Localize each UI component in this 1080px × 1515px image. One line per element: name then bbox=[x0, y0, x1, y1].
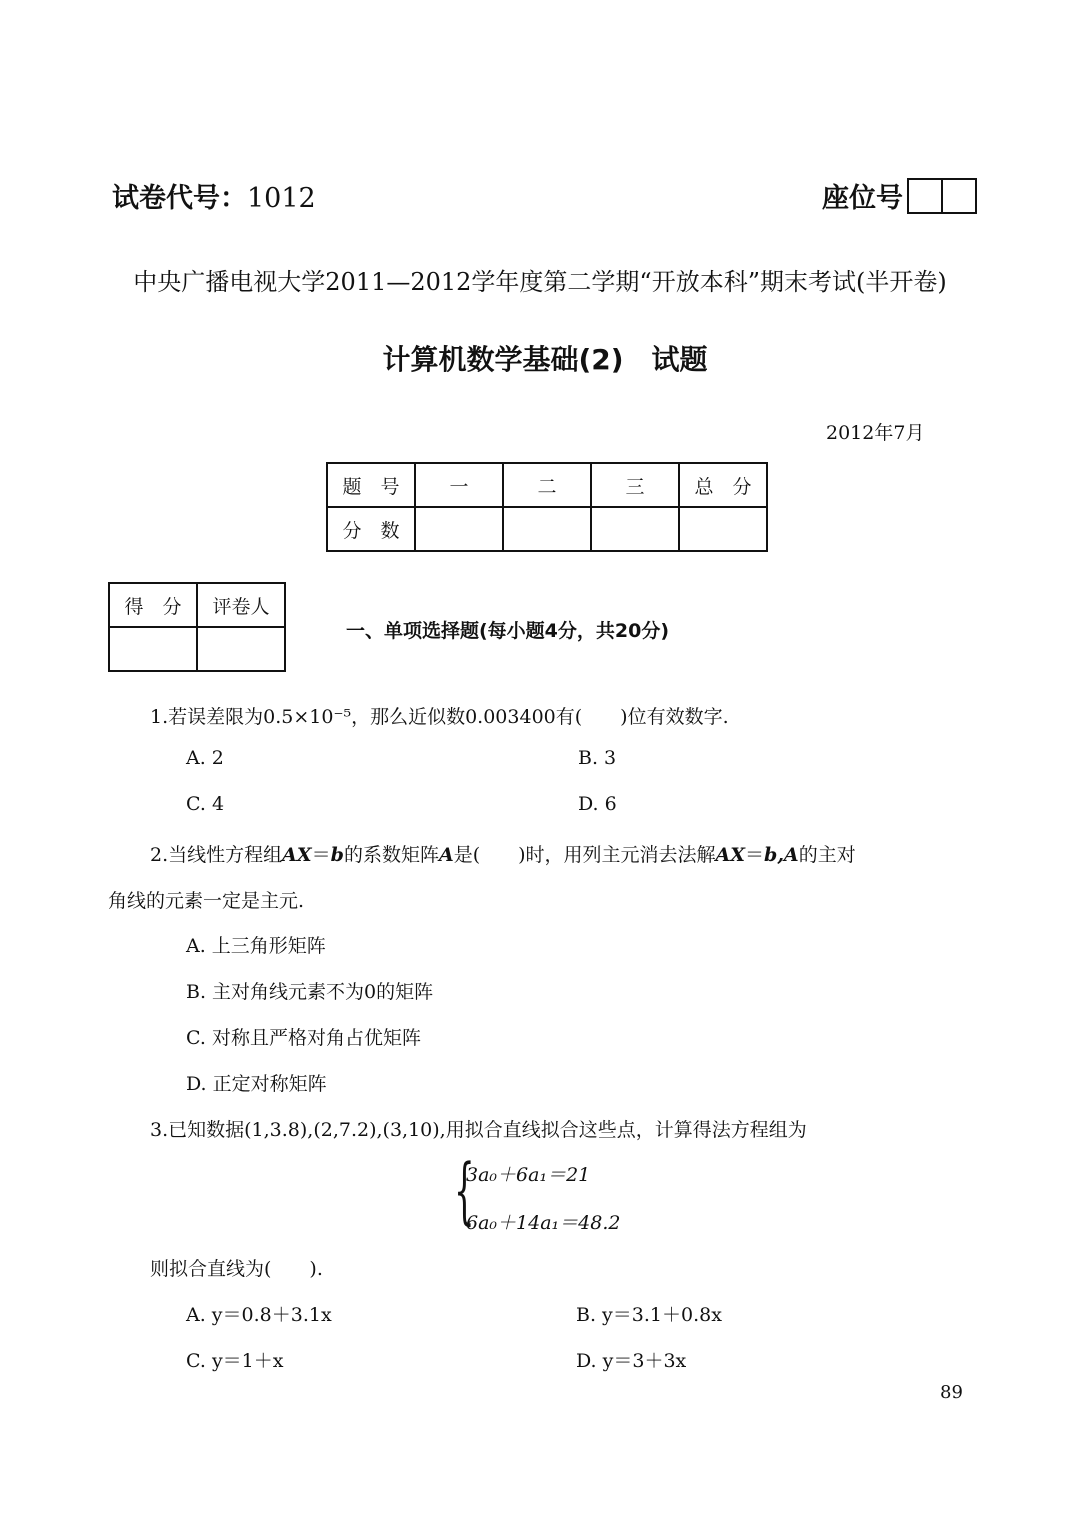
score-table-header: 总 分 bbox=[679, 463, 767, 507]
seat-box-2[interactable] bbox=[941, 180, 975, 212]
question-1-option-b: B. 3 bbox=[578, 747, 617, 769]
question-1-option-d: D. 6 bbox=[578, 793, 617, 815]
question-1-option-c: C. 4 bbox=[186, 793, 225, 815]
q2-math: b,A bbox=[764, 844, 799, 866]
question-2-option-b: B. 主对角线元素不为0的矩阵 bbox=[186, 981, 434, 1003]
seat-number-boxes[interactable] bbox=[907, 178, 977, 214]
exam-date: 2012年7月 bbox=[826, 422, 925, 444]
equation-brace: { bbox=[454, 1148, 475, 1232]
q2-math: AX bbox=[282, 844, 312, 866]
q2-math: ＝ bbox=[311, 844, 331, 866]
score-table-header-row bbox=[327, 463, 767, 507]
score-table-header: 二 bbox=[503, 463, 591, 507]
score-table-header: 三 bbox=[591, 463, 679, 507]
score-cell[interactable] bbox=[415, 507, 503, 551]
paper-code-label: 试卷代号： bbox=[112, 183, 247, 214]
score-cell[interactable] bbox=[503, 507, 591, 551]
score-table-score-row bbox=[327, 507, 767, 551]
q2-text-part: 的系数矩阵 bbox=[343, 844, 439, 866]
question-2-option-d: D. 正定对称矩阵 bbox=[186, 1073, 327, 1095]
grader-score-cell[interactable] bbox=[109, 627, 197, 671]
q2-math: b bbox=[330, 844, 344, 866]
question-3-text: 3.已知数据(1,3.8),(2,7.2),(3,10),用拟合直线拟合这些点，计算得法方程组为 bbox=[150, 1119, 807, 1141]
question-2-option-c: C. 对称且严格对角占优矩阵 bbox=[186, 1027, 421, 1049]
score-table-header: 一 bbox=[415, 463, 503, 507]
question-3-ask: 则拟合直线为( ). bbox=[150, 1258, 323, 1280]
question-3-option-d: D. y＝3＋3x bbox=[576, 1350, 687, 1372]
equation-line-2: 6a₀＋14a₁＝48.2 bbox=[466, 1212, 621, 1234]
score-table-row-label: 分 数 bbox=[327, 507, 415, 551]
question-2-text bbox=[150, 840, 856, 867]
equation-line-1: 3a₀＋6a₁＝21 bbox=[466, 1164, 591, 1186]
q2-math: A bbox=[438, 844, 454, 866]
q2-math: AX bbox=[715, 844, 746, 866]
question-2-option-a: A. 上三角形矩阵 bbox=[186, 935, 326, 957]
question-1-text: 1.若误差限为0.5×10⁻⁵，那么近似数0.003400有( )位有效数字. bbox=[150, 706, 729, 728]
score-table-header: 题 号 bbox=[327, 463, 415, 507]
grader-table-score-header: 得 分 bbox=[109, 583, 197, 627]
q2-text-part: 是( )时，用列主元消去法解 bbox=[453, 844, 716, 866]
exam-title: 计算机数学基础(2) 试题 bbox=[382, 343, 708, 376]
q2-text-part: 2.当线性方程组 bbox=[150, 844, 283, 866]
q2-math: ＝ bbox=[745, 844, 765, 866]
question-2-text-line2: 角线的元素一定是主元. bbox=[108, 890, 305, 912]
question-3-option-a: A. y＝0.8＋3.1x bbox=[186, 1304, 332, 1326]
seat-box-1[interactable] bbox=[909, 180, 941, 212]
paper-code-value: 1012 bbox=[247, 183, 316, 214]
page-number: 89 bbox=[940, 1382, 963, 1403]
question-1-option-a: A. 2 bbox=[186, 747, 224, 769]
question-3-option-b: B. y＝3.1＋0.8x bbox=[576, 1304, 722, 1326]
seat-number bbox=[822, 176, 977, 215]
section-1-title: 一、单项选择题(每小题4分，共20分) bbox=[346, 620, 670, 642]
q2-text-part: 的主对 bbox=[798, 844, 856, 866]
score-cell[interactable] bbox=[679, 507, 767, 551]
seat-number-label: 座位号 bbox=[822, 183, 903, 214]
question-3-option-c: C. y＝1＋x bbox=[186, 1350, 284, 1372]
score-table bbox=[326, 462, 768, 552]
paper-code bbox=[112, 176, 316, 215]
grader-table bbox=[108, 582, 286, 672]
grader-table-grader-header: 评卷人 bbox=[197, 583, 285, 627]
exam-subtitle: 中央广播电视大学2011—2012学年度第二学期“开放本科”期末考试(半开卷) bbox=[133, 268, 947, 296]
grader-name-cell[interactable] bbox=[197, 627, 285, 671]
score-cell[interactable] bbox=[591, 507, 679, 551]
